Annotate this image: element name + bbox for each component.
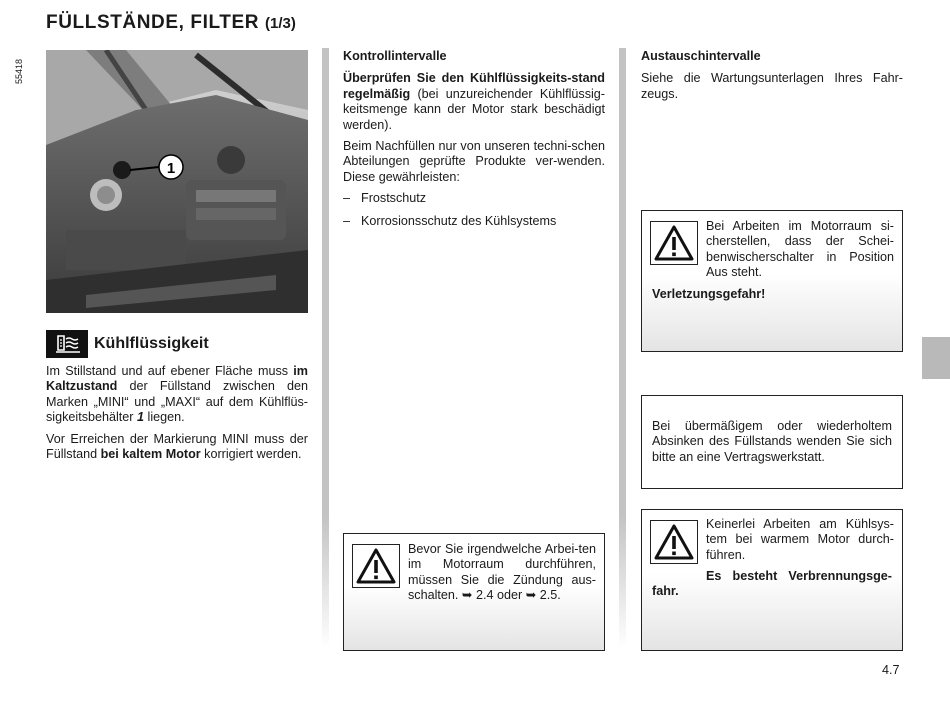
engine-bay-photo bbox=[46, 50, 308, 313]
list-item-text: Korrosionsschutz des Kühlsystems bbox=[361, 213, 557, 228]
reference-number: 1 bbox=[137, 410, 145, 425]
callout-1: 1 bbox=[166, 160, 176, 177]
replacement-column bbox=[641, 49, 903, 108]
text-run: Beim Nachfüllen nur von unseren techni-schen Abteilungen geprüfte Produkte ver-wenden. Diese gewährleisten: bbox=[343, 139, 605, 184]
burn-warning-strong: Es besteht Verbrennungsge-fahr. bbox=[652, 569, 892, 599]
ignition-warning-box bbox=[343, 533, 605, 651]
text-run-bold: bei kaltem Motor bbox=[100, 447, 201, 462]
page-reference: ➥ 2.5 bbox=[525, 588, 558, 603]
coolant-heading: Kühlflüssigkeit bbox=[94, 335, 209, 352]
text-run: liegen. bbox=[144, 410, 185, 425]
column-divider-left bbox=[322, 48, 329, 648]
inspection-heading: Kontrollintervalle bbox=[343, 49, 447, 63]
text-run: . bbox=[557, 588, 561, 603]
replacement-heading: Austauschintervalle bbox=[641, 49, 761, 63]
page-number: 4.7 bbox=[882, 663, 900, 677]
text-run: der Füllstand zwischen den Marken „MINI“ und „MAXI“ auf dem Kühlflüs-sigkeitsbehälter bbox=[46, 379, 308, 425]
text-run: oder bbox=[493, 588, 526, 603]
workshop-note-text: Bei übermäßigem oder wiederholtem Absinken des Füllstands wenden Sie sich bitte an eine Vertragswerkstatt. bbox=[652, 419, 892, 464]
coolant-paragraph-2 bbox=[46, 432, 308, 463]
text-run: Bevor Sie irgendwelche Arbei-ten im Motorraum durchführen, müssen Sie die Zündung aus-schalten. bbox=[408, 542, 596, 603]
photo-reference-code: 55418 bbox=[14, 58, 24, 84]
list-item bbox=[343, 214, 605, 229]
coolant-icon bbox=[46, 330, 88, 358]
page-title-part: (1/3) bbox=[264, 15, 296, 32]
list-item-text: Frostschutz bbox=[361, 191, 427, 206]
coolant-paragraph-1 bbox=[46, 364, 308, 426]
warning-triangle-icon bbox=[650, 221, 698, 265]
coolant-section-heading bbox=[46, 330, 209, 358]
chapter-tab-marker bbox=[922, 337, 950, 379]
text-run: Im Stillstand und auf ebener Fläche muss bbox=[46, 364, 294, 378]
burn-warning-text: Keinerlei Arbeiten am Kühlsys-tem bei warmem Motor durch-führen. bbox=[706, 517, 894, 562]
column-divider-right bbox=[619, 48, 626, 648]
text-run-bold: im Kaltzustand bbox=[46, 364, 308, 394]
list-dash: – bbox=[343, 213, 351, 228]
text-run: (bei unzureichender Kühlflüssig-keitsmenge kann der Motor stark beschädigt werden). bbox=[343, 86, 605, 132]
text-run: korrigiert werden. bbox=[200, 447, 302, 462]
warning-triangle-icon bbox=[352, 544, 400, 588]
wiper-warning-text: Bei Arbeiten im Motorraum si-cherstellen, dass der Schei-benwischerschalter in Position Aus steht. bbox=[706, 219, 894, 280]
replacement-paragraph: Siehe die Wartungsunterlagen Ihres Fahr-zeugs. bbox=[641, 71, 903, 101]
warning-triangle-icon bbox=[650, 520, 698, 564]
inspection-paragraph-1 bbox=[343, 71, 605, 133]
page-title bbox=[46, 12, 296, 34]
list-item bbox=[343, 191, 605, 206]
text-run-bold: Überprüfen Sie den Kühlflüssigkeits-stand regelmäßig bbox=[343, 71, 605, 101]
page-reference: ➥ 2.4 bbox=[461, 588, 494, 603]
ignition-warning-text bbox=[408, 542, 596, 604]
page-title-main: FÜLLSTÄNDE, FILTER bbox=[46, 12, 260, 33]
wiper-warning-strong: Verletzungsgefahr! bbox=[652, 287, 766, 301]
inspection-column bbox=[343, 49, 605, 236]
list-dash: – bbox=[343, 191, 351, 206]
coolant-body bbox=[46, 364, 308, 468]
wiper-warning-box bbox=[641, 210, 903, 352]
text-run: Vor Erreichen der Markierung MINI muss der Füllstand bbox=[46, 431, 308, 462]
inspection-paragraph-2 bbox=[343, 139, 605, 185]
burn-warning-box bbox=[641, 509, 903, 651]
workshop-note-box bbox=[641, 395, 903, 489]
